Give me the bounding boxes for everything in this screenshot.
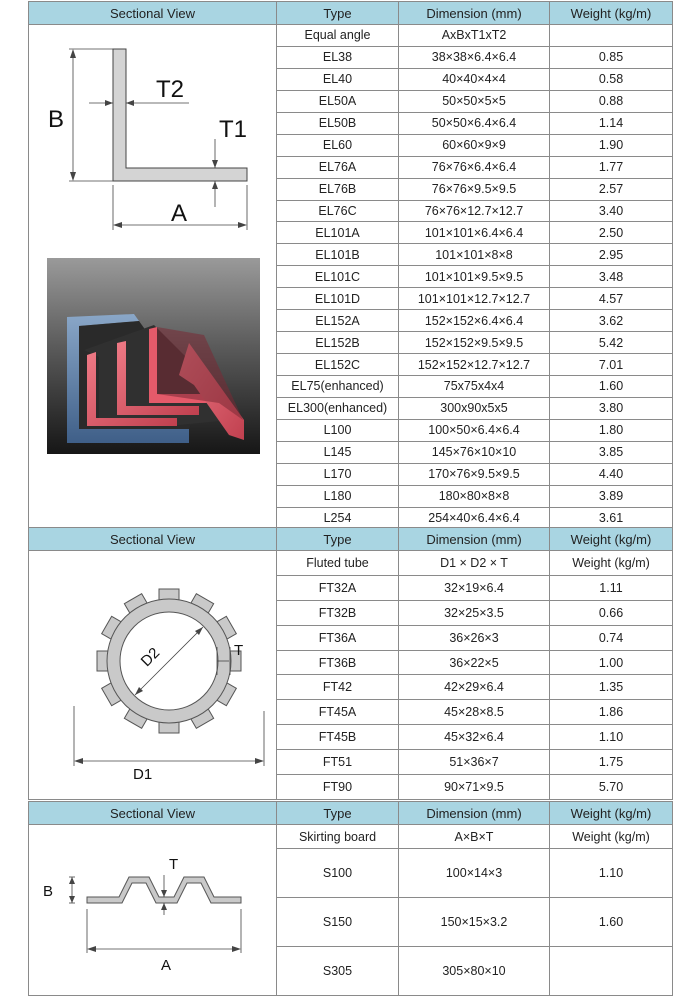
angle-subheader-type: Equal angle [277, 25, 399, 47]
cell-weight: 1.10 [550, 725, 673, 750]
cell-weight: 3.62 [550, 310, 673, 332]
cell-dimension: 60×60×9×9 [399, 134, 550, 156]
cell-type: FT36B [277, 650, 399, 675]
cell-dimension: 145×76×10×10 [399, 441, 550, 463]
label-t: T [234, 642, 244, 659]
cell-type: L180 [277, 485, 399, 507]
tube-subheader-type: Fluted tube [277, 551, 399, 576]
header-weight: Weight (kg/m) [550, 802, 673, 825]
cell-dimension: 300x90x5x5 [399, 397, 550, 419]
cell-dimension: 76×76×12.7×12.7 [399, 200, 550, 222]
skirting-board-table [28, 801, 673, 996]
cell-type: S305 [277, 947, 399, 996]
cell-dimension: 45×28×8.5 [399, 700, 550, 725]
header-type: Type [277, 802, 399, 825]
cell-weight: 1.60 [550, 376, 673, 398]
cell-type: FT45B [277, 725, 399, 750]
cell-type: FT45A [277, 700, 399, 725]
tube-subheader-weight: Weight (kg/m) [550, 551, 673, 576]
header-type: Type [277, 2, 399, 25]
cell-type: EL60 [277, 134, 399, 156]
header-sectional-view: Sectional View [29, 2, 277, 25]
cell-weight: 7.01 [550, 354, 673, 376]
cell-weight: 5.42 [550, 332, 673, 354]
table-subheader-row [29, 25, 673, 47]
cell-type: EL38 [277, 46, 399, 68]
fluted-tube-diagram [29, 551, 277, 799]
cell-weight: 1.10 [550, 849, 673, 898]
cell-weight: 3.40 [550, 200, 673, 222]
cell-dimension: 38×38×6.4×6.4 [399, 46, 550, 68]
cell-dimension: 51×36×7 [399, 750, 550, 775]
skirting-sectional-view-cell [29, 825, 277, 996]
header-dimension: Dimension (mm) [399, 2, 550, 25]
cell-weight: 1.11 [550, 575, 673, 600]
label-t: T [169, 856, 179, 873]
cell-dimension: 254×40×6.4×6.4 [399, 507, 550, 529]
label-a: A [171, 200, 188, 227]
cell-type: L100 [277, 419, 399, 441]
cell-dimension: 100×14×3 [399, 849, 550, 898]
cell-weight: 0.85 [550, 46, 673, 68]
cell-dimension: 90×71×9.5 [399, 775, 550, 800]
table-header-row [29, 802, 673, 825]
cell-weight: 3.80 [550, 397, 673, 419]
cell-type: EL152C [277, 354, 399, 376]
skirting-board-diagram [29, 825, 277, 995]
cell-dimension: 152×152×6.4×6.4 [399, 310, 550, 332]
cell-weight: 0.88 [550, 90, 673, 112]
cell-type: EL50B [277, 112, 399, 134]
cell-weight: 3.85 [550, 441, 673, 463]
cell-weight: 1.80 [550, 419, 673, 441]
cell-weight: 1.77 [550, 156, 673, 178]
cell-dimension: 42×29×6.4 [399, 675, 550, 700]
skirting-subheader-dimension: A×B×T [399, 825, 550, 849]
cell-weight: 0.74 [550, 625, 673, 650]
cell-weight: 1.14 [550, 112, 673, 134]
header-type: Type [277, 528, 399, 551]
tube-sectional-view-cell [29, 551, 277, 800]
table-subheader-row [29, 551, 673, 576]
cell-dimension: 32×25×3.5 [399, 600, 550, 625]
header-weight: Weight (kg/m) [550, 528, 673, 551]
cell-weight: 3.61 [550, 507, 673, 529]
cell-type: EL101A [277, 222, 399, 244]
cell-type: EL101D [277, 288, 399, 310]
skirting-subheader-type: Skirting board [277, 825, 399, 849]
angle-sectional-view-cell [29, 25, 277, 530]
cell-type: L145 [277, 441, 399, 463]
cell-weight [550, 947, 673, 996]
cell-type: EL75(enhanced) [277, 376, 399, 398]
cell-type: EL152B [277, 332, 399, 354]
cell-dimension: 152×152×12.7×12.7 [399, 354, 550, 376]
cell-dimension: 101×101×12.7×12.7 [399, 288, 550, 310]
header-weight: Weight (kg/m) [550, 2, 673, 25]
cell-type: EL300(enhanced) [277, 397, 399, 419]
cell-type: EL50A [277, 90, 399, 112]
cell-dimension: 36×26×3 [399, 625, 550, 650]
cell-weight: 0.58 [550, 68, 673, 90]
label-d1: D1 [133, 766, 153, 783]
cell-type: L254 [277, 507, 399, 529]
angle-section-diagram [29, 25, 277, 527]
cell-weight: 2.50 [550, 222, 673, 244]
cell-weight: 1.00 [550, 650, 673, 675]
fluted-tube-table [28, 527, 673, 800]
cell-dimension: 170×76×9.5×9.5 [399, 463, 550, 485]
angle-subheader-weight [550, 25, 673, 47]
label-t1: T1 [219, 116, 248, 143]
cell-type: FT32A [277, 575, 399, 600]
header-dimension: Dimension (mm) [399, 528, 550, 551]
table-header-row [29, 2, 673, 25]
table-subheader-row [29, 825, 673, 849]
table-header-row [29, 528, 673, 551]
angle-subheader-dimension: AxBxT1xT2 [399, 25, 550, 47]
cell-type: EL101B [277, 244, 399, 266]
label-t2: T2 [156, 76, 185, 103]
cell-weight: 4.57 [550, 288, 673, 310]
cell-weight: 1.86 [550, 700, 673, 725]
equal-angle-table [28, 1, 673, 530]
tube-subheader-dimension: D1 × D2 × T [399, 551, 550, 576]
cell-dimension: 76×76×6.4×6.4 [399, 156, 550, 178]
cell-dimension: 50×50×5×5 [399, 90, 550, 112]
cell-type: S100 [277, 849, 399, 898]
cell-type: EL152A [277, 310, 399, 332]
cell-dimension: 36×22×5 [399, 650, 550, 675]
cell-weight: 5.70 [550, 775, 673, 800]
cell-dimension: 180×80×8×8 [399, 485, 550, 507]
header-dimension: Dimension (mm) [399, 802, 550, 825]
cell-weight: 0.66 [550, 600, 673, 625]
label-a: A [161, 957, 172, 974]
cell-type: L170 [277, 463, 399, 485]
cell-dimension: 305×80×10 [399, 947, 550, 996]
skirting-subheader-weight: Weight (kg/m) [550, 825, 673, 849]
cell-dimension: 45×32×6.4 [399, 725, 550, 750]
cell-dimension: 50×50×6.4×6.4 [399, 112, 550, 134]
label-d2: D2 [137, 644, 164, 671]
cell-type: FT36A [277, 625, 399, 650]
cell-type: FT90 [277, 775, 399, 800]
cell-weight: 4.40 [550, 463, 673, 485]
cell-dimension: 101×101×9.5×9.5 [399, 266, 550, 288]
cell-dimension: 150×15×3.2 [399, 898, 550, 947]
cell-dimension: 101×101×6.4×6.4 [399, 222, 550, 244]
cell-dimension: 152×152×9.5×9.5 [399, 332, 550, 354]
cell-type: EL76B [277, 178, 399, 200]
cell-type: S150 [277, 898, 399, 947]
cell-dimension: 40×40×4×4 [399, 68, 550, 90]
angle-product-photo [47, 258, 260, 454]
cell-weight: 2.57 [550, 178, 673, 200]
cell-type: EL101C [277, 266, 399, 288]
cell-type: FT51 [277, 750, 399, 775]
cell-type: EL76A [277, 156, 399, 178]
cell-weight: 1.60 [550, 898, 673, 947]
cell-weight: 1.75 [550, 750, 673, 775]
cell-type: FT42 [277, 675, 399, 700]
cell-type: FT32B [277, 600, 399, 625]
cell-weight: 1.35 [550, 675, 673, 700]
header-sectional-view: Sectional View [29, 802, 277, 825]
label-b: B [48, 106, 65, 133]
cell-type: EL76C [277, 200, 399, 222]
cell-weight: 3.48 [550, 266, 673, 288]
header-sectional-view: Sectional View [29, 528, 277, 551]
cell-dimension: 100×50×6.4×6.4 [399, 419, 550, 441]
cell-weight: 2.95 [550, 244, 673, 266]
cell-dimension: 32×19×6.4 [399, 575, 550, 600]
cell-type: EL40 [277, 68, 399, 90]
cell-weight: 3.89 [550, 485, 673, 507]
cell-dimension: 76×76×9.5×9.5 [399, 178, 550, 200]
label-b: B [43, 883, 54, 900]
cell-dimension: 75x75x4x4 [399, 376, 550, 398]
cell-weight: 1.90 [550, 134, 673, 156]
cell-dimension: 101×101×8×8 [399, 244, 550, 266]
